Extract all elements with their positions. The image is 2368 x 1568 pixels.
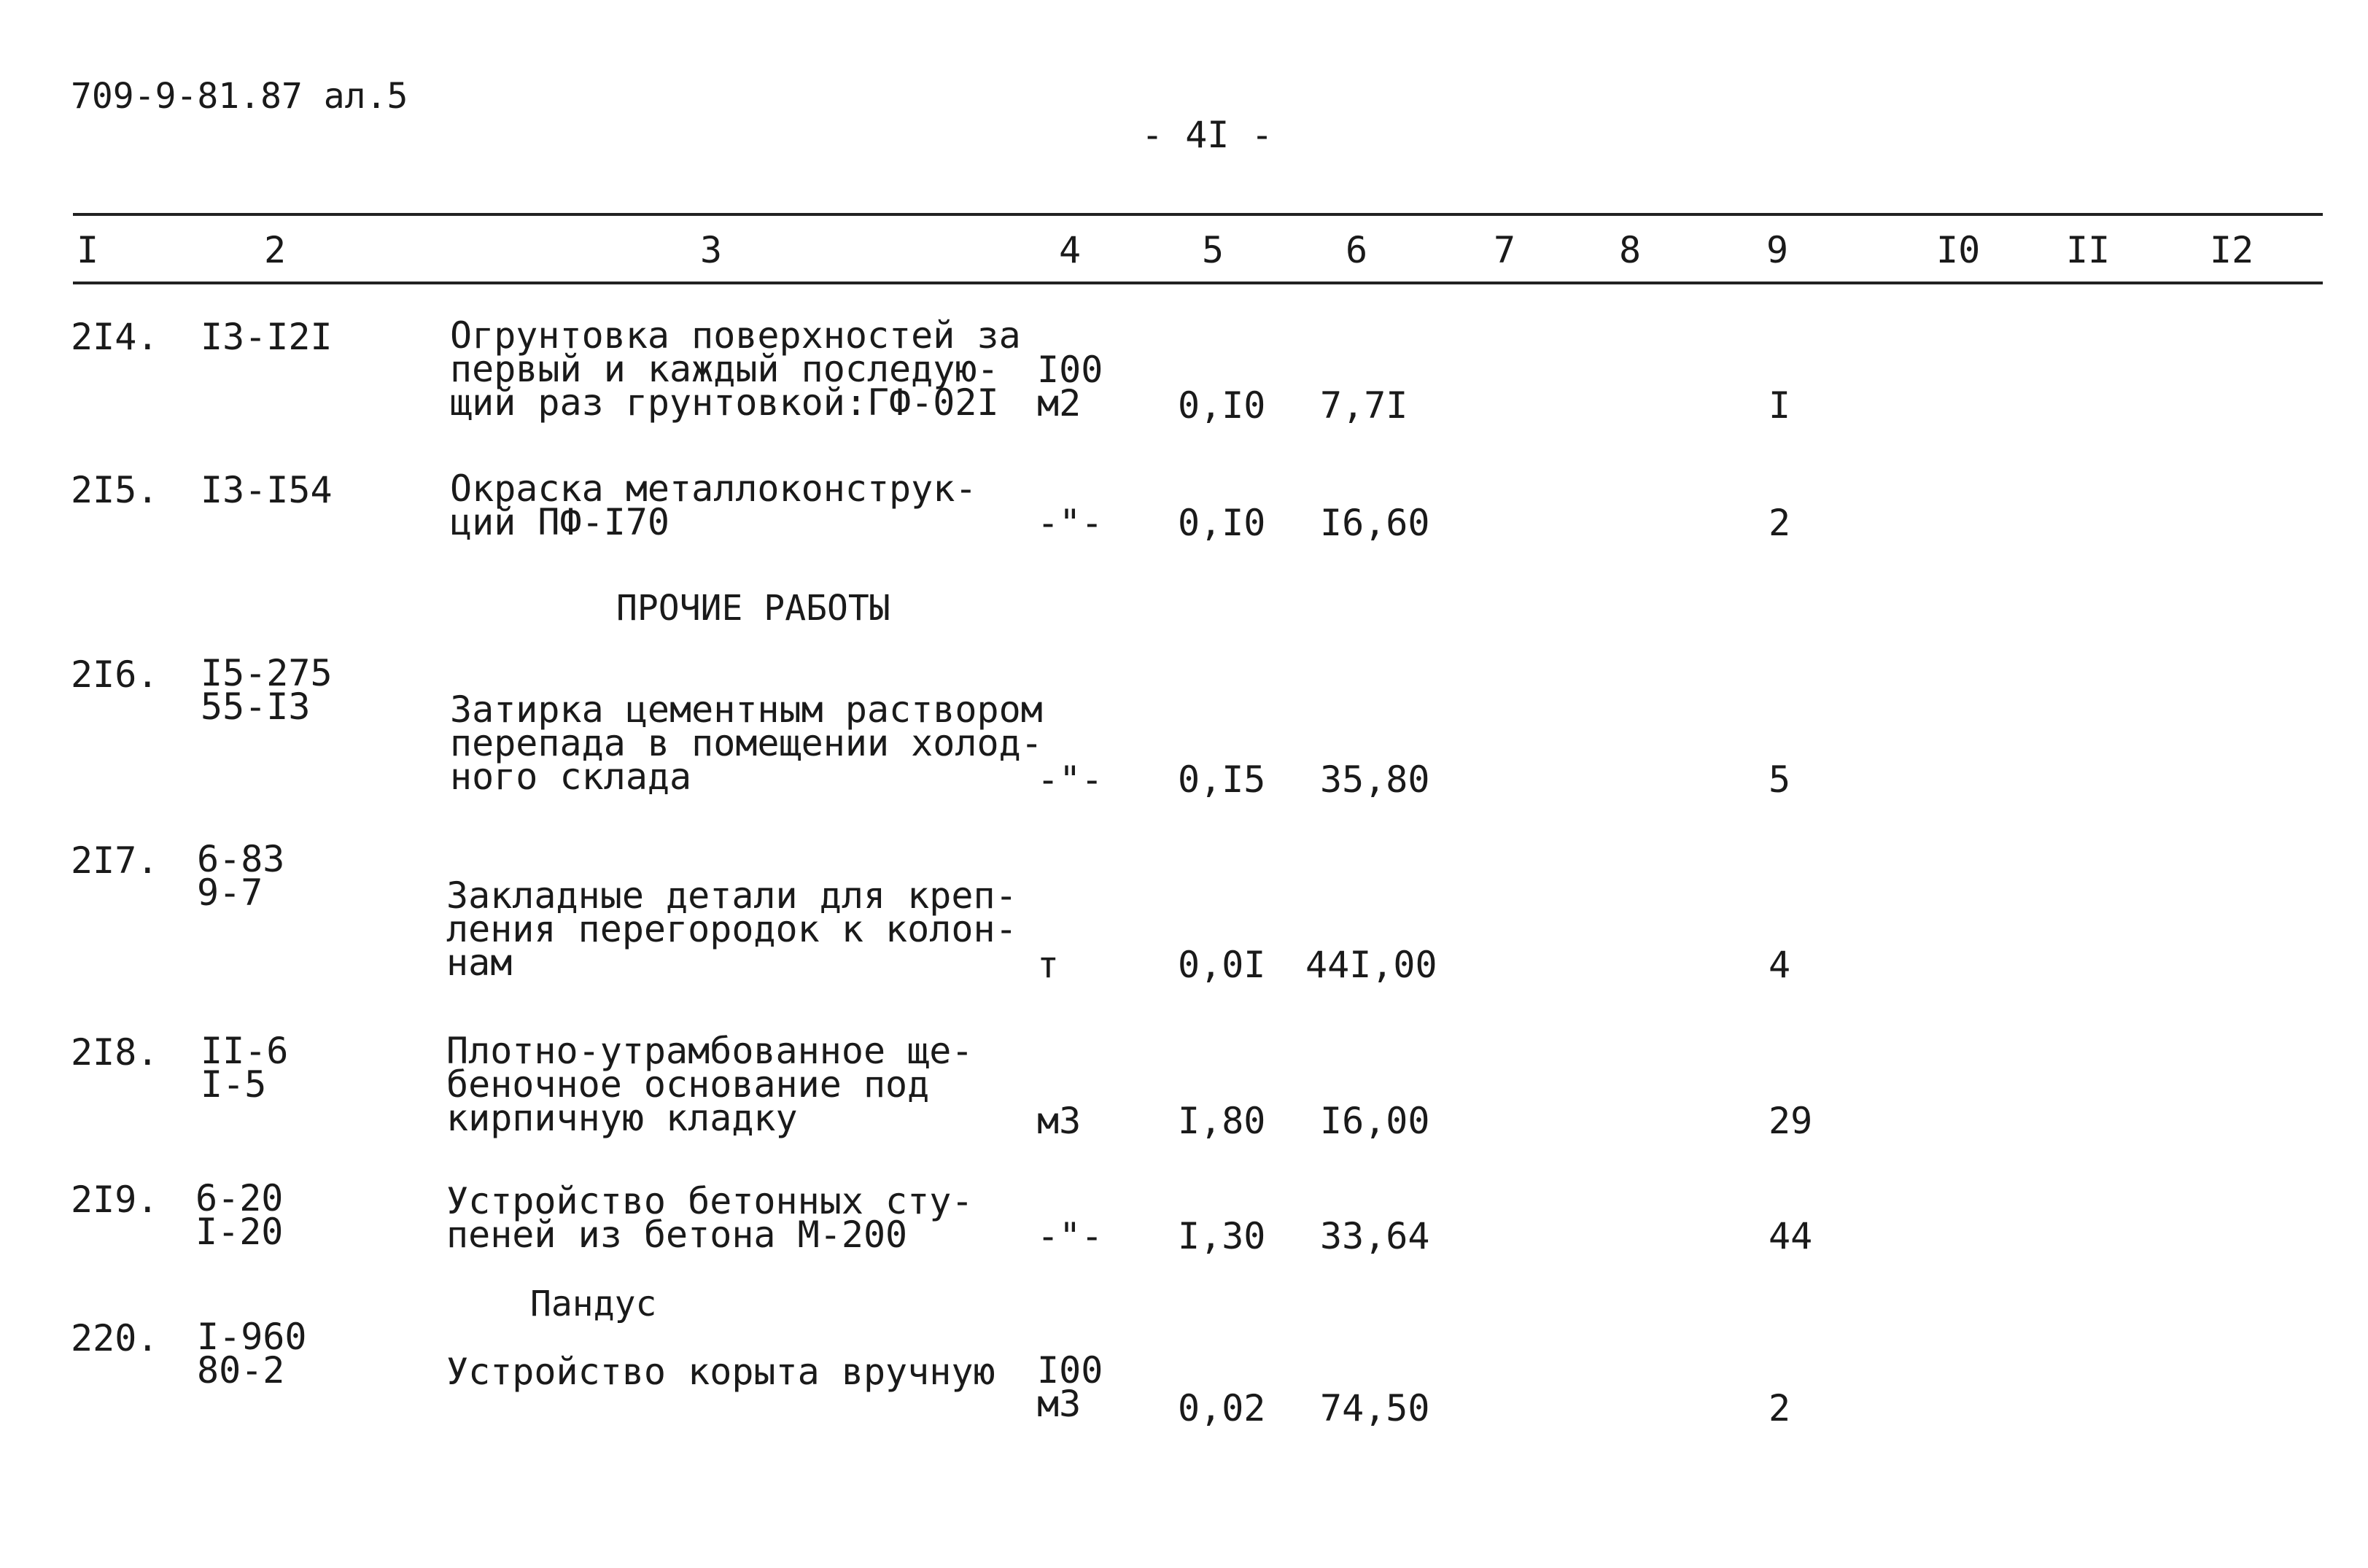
column-header-4: 4 [1059, 229, 1082, 271]
work-description: Огрунтовка поверхностей за первый и каждый последую- щий раз грунтовкой:ГФ-02I [450, 314, 1021, 424]
row-number: 2I6. [71, 653, 159, 696]
rate-code: I3-I54 [201, 469, 333, 511]
quantity: I,80 [1178, 1100, 1266, 1142]
unit: -"- [1037, 1215, 1103, 1257]
unit-price: 74,50 [1320, 1387, 1430, 1429]
unit: I00 м3 [1037, 1349, 1103, 1425]
unit: т [1037, 944, 1060, 986]
row-number: 2I7. [71, 839, 159, 882]
work-description: Устройство бетонных сту- пеней из бетона М-200 [446, 1180, 974, 1256]
work-description: Устройство корыта вручную [446, 1351, 995, 1393]
unit: -"- [1037, 502, 1103, 544]
unit: -"- [1037, 758, 1103, 801]
work-description: Затирка цементным раствором перепада в помещении холод- ного склада [450, 688, 1043, 798]
column-9-value: 44 [1769, 1215, 1813, 1257]
work-description: Окраска металлоконструк- ций ПФ-I70 [450, 467, 977, 543]
column-header-2: 2 [264, 229, 287, 271]
rate-code: I3-I2I [201, 316, 333, 358]
column-header-6: 6 [1346, 229, 1368, 271]
page-number: - 4I - [1141, 114, 1273, 156]
section-heading-other-works: ПРОЧИЕ РАБОТЫ [616, 588, 890, 629]
quantity: 0,I0 [1178, 502, 1266, 544]
row-number: 2I8. [71, 1031, 159, 1074]
column-header-1: I [77, 229, 99, 271]
column-9-value: I [1769, 384, 1791, 427]
rate-code: II-6 I-5 [201, 1030, 289, 1106]
quantity: I,30 [1178, 1215, 1266, 1257]
document-code: 709-9-81.87 ал.5 [71, 76, 408, 117]
rate-code: 6-20 I-20 [195, 1177, 284, 1253]
row-number: 2I4. [71, 316, 159, 358]
unit-price: 33,64 [1320, 1215, 1430, 1257]
column-9-value: 2 [1769, 502, 1791, 544]
rate-code: 6-83 9-7 [197, 838, 285, 914]
quantity: 0,02 [1178, 1387, 1266, 1429]
row-number: 220. [71, 1317, 159, 1359]
unit-price: 44I,00 [1305, 944, 1437, 986]
column-header-11: II [2066, 229, 2111, 271]
quantity: 0,I5 [1178, 758, 1266, 801]
column-header-10: I0 [1936, 229, 1981, 271]
rate-code: I5-275 55-I3 [201, 652, 333, 728]
column-header-9: 9 [1766, 229, 1789, 271]
row-number: 2I9. [71, 1179, 159, 1221]
unit: I00 м2 [1037, 349, 1103, 424]
row-number: 2I5. [71, 469, 159, 511]
column-9-value: 5 [1769, 758, 1791, 801]
unit-price: 35,80 [1320, 758, 1430, 801]
column-9-value: 29 [1769, 1100, 1813, 1142]
section-heading-ramp: Пандус [530, 1284, 657, 1324]
column-header-3: 3 [700, 229, 723, 271]
column-9-value: 4 [1769, 944, 1791, 986]
column-header-8: 8 [1619, 229, 1642, 271]
table-header-rule [73, 282, 2323, 284]
unit-price: I6,60 [1320, 502, 1430, 544]
rate-code: I-960 80-2 [197, 1316, 307, 1392]
quantity: 0,0I [1178, 944, 1266, 986]
unit: м3 [1037, 1100, 1082, 1142]
work-description: Закладные детали для креп- ления перегородок к колон- нам [446, 874, 1017, 984]
unit-price: 7,7I [1320, 384, 1408, 427]
unit-price: I6,00 [1320, 1100, 1430, 1142]
table-top-rule [73, 213, 2323, 216]
column-header-7: 7 [1494, 229, 1516, 271]
column-header-12: I2 [2210, 229, 2254, 271]
work-description: Плотно-утрамбованное ще- беночное основание под кирпичную кладку [446, 1030, 974, 1139]
quantity: 0,I0 [1178, 384, 1266, 427]
column-9-value: 2 [1769, 1387, 1791, 1429]
column-header-5: 5 [1202, 229, 1224, 271]
